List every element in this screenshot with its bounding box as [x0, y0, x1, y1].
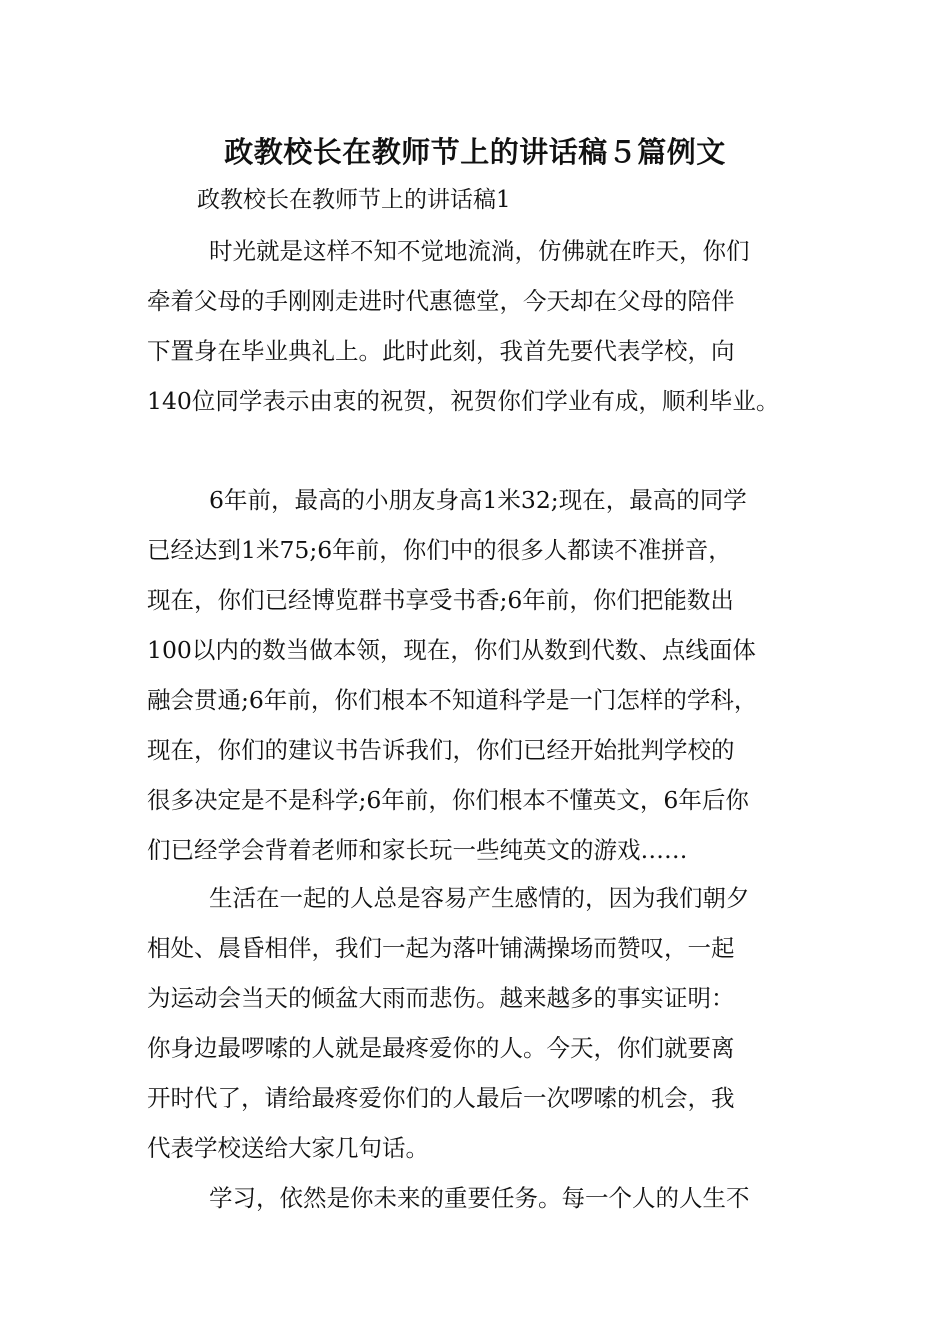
paragraph [147, 226, 837, 426]
paragraph [147, 873, 837, 1173]
paragraph-line: 融会贯通;6年前，你们根本不知道科学是一门怎样的学科， [147, 686, 758, 714]
paragraph-line: 开时代了，请给最疼爱你们的人最后一次啰嗦的机会，我 [147, 1084, 735, 1112]
paragraph-line: 为运动会当天的倾盆大雨而悲伤。越来越多的事实证明： [147, 984, 735, 1012]
paragraph-line: 牵着父母的手刚刚走进时代惠德堂，今天却在父母的陪伴 [147, 287, 735, 315]
paragraph-line: 很多决定是不是科学;6年前，你们根本不懂英文，6年后你 [147, 786, 749, 814]
paragraph-line: 现在，你们已经博览群书享受书香;6年前，你们把能数出 [147, 586, 734, 614]
paragraph [147, 475, 837, 875]
paragraph-line: 们已经学会背着老师和家长玩一些纯英文的游戏…… [147, 836, 688, 864]
paragraph-line: 时光就是这样不知不觉地流淌，仿佛就在昨天，你们 [209, 237, 750, 265]
section-heading: 政教校长在教师节上的讲话稿1 [197, 187, 511, 213]
paragraph-line: 学习，依然是你未来的重要任务。每一个人的人生不 [209, 1184, 750, 1212]
paragraph-line: 140位同学表示由衷的祝贺，祝贺你们学业有成，顺利毕业。 [147, 387, 780, 415]
paragraph-line: 现在，你们的建议书告诉我们，你们已经开始批判学校的 [147, 736, 735, 764]
paragraph-line: 生活在一起的人总是容易产生感情的，因为我们朝夕 [209, 884, 750, 912]
paragraph-line: 已经达到1米75;6年前，你们中的很多人都读不准拼音， [147, 536, 732, 564]
paragraph-line: 下置身在毕业典礼上。此时此刻，我首先要代表学校，向 [147, 337, 735, 365]
paragraph [147, 1173, 837, 1223]
document-title: 政教校长在教师节上的讲话稿５篇例文 [224, 135, 726, 169]
paragraph-line: 代表学校送给大家几句话。 [147, 1134, 429, 1162]
paragraph-line: 100以内的数当做本领，现在，你们从数到代数、点线面体 [147, 636, 756, 664]
paragraph-line: 6年前，最高的小朋友身高1米32;现在，最高的同学 [209, 486, 747, 514]
paragraph-line: 你身边最啰嗦的人就是最疼爱你的人。今天，你们就要离 [147, 1034, 735, 1062]
paragraph-line: 相处、晨昏相伴，我们一起为落叶铺满操场而赞叹，一起 [147, 934, 735, 962]
